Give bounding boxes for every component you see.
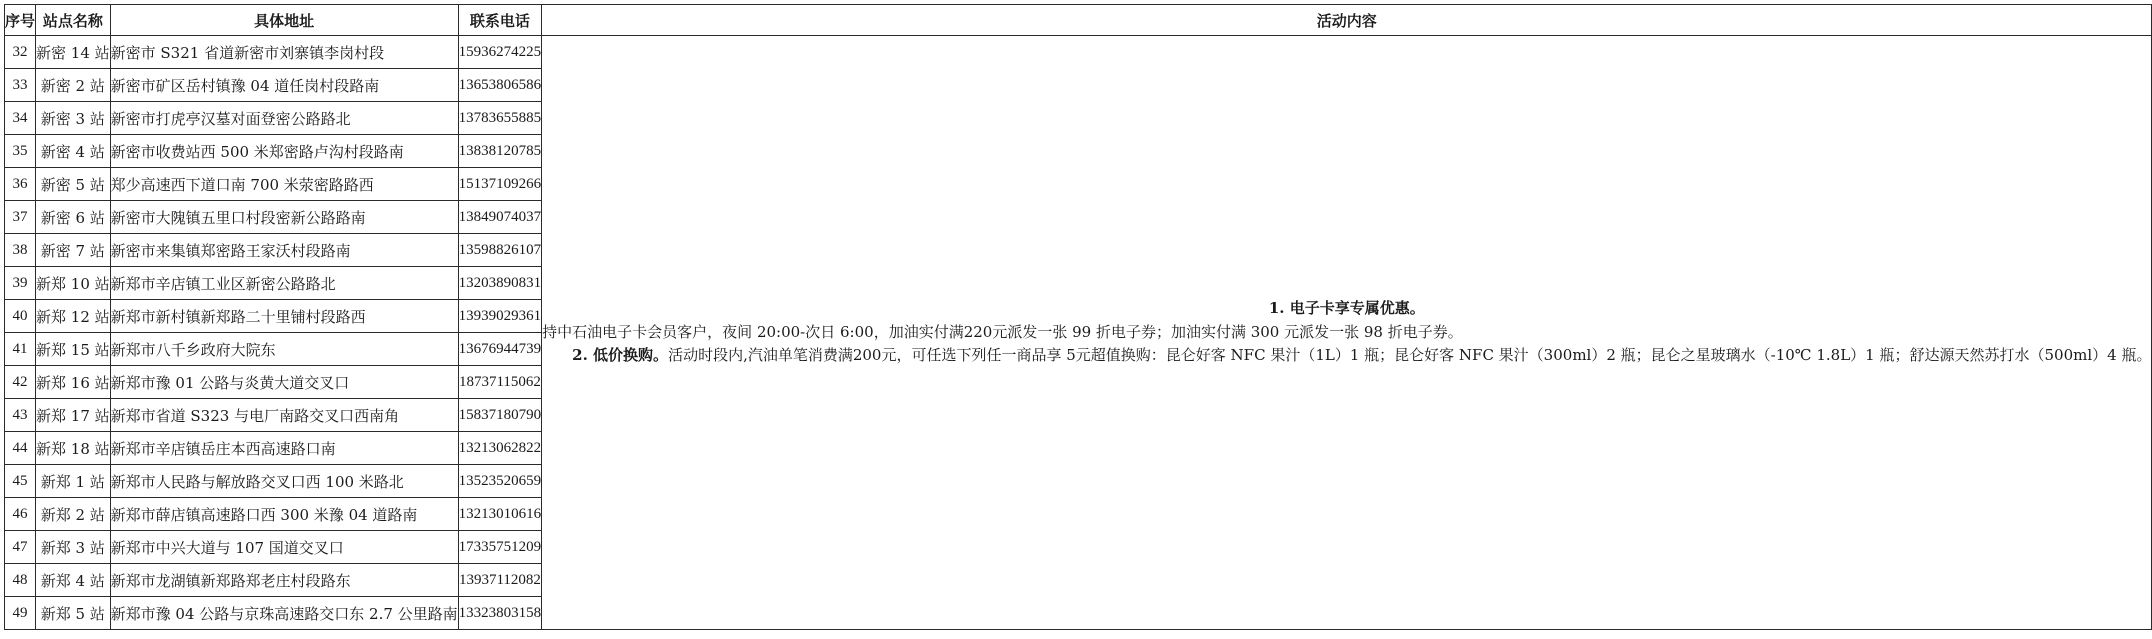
header-station-name: 站点名称	[36, 5, 111, 36]
activity-item-2	[542, 344, 2151, 368]
row-number: 44	[5, 432, 36, 465]
station-phone: 13838120785	[458, 135, 542, 168]
station-name: 新郑 4 站	[36, 564, 111, 597]
station-phone: 17335751209	[458, 531, 542, 564]
station-address: 新密市打虎亭汉墓对面登密公路路北	[110, 102, 458, 135]
station-phone: 15837180790	[458, 399, 542, 432]
station-address: 新郑市新村镇新郑路二十里铺村段路西	[110, 300, 458, 333]
station-name: 新密 2 站	[36, 69, 111, 102]
station-name: 新密 4 站	[36, 135, 111, 168]
station-name: 新郑 1 站	[36, 465, 111, 498]
station-phone: 13939029361	[458, 300, 542, 333]
row-number: 49	[5, 597, 36, 630]
row-number: 36	[5, 168, 36, 201]
row-number: 42	[5, 366, 36, 399]
station-address: 新郑市豫 01 公路与炎黄大道交叉口	[110, 366, 458, 399]
activity-item-2-title: 2. 低价换购。	[572, 346, 669, 365]
activity-content	[542, 36, 2152, 630]
station-address: 新密市 S321 省道新密市刘寨镇李岗村段	[110, 36, 458, 69]
station-address: 新郑市龙湖镇新郑路郑老庄村段路东	[110, 564, 458, 597]
station-phone: 13653806586	[458, 69, 542, 102]
table-header-row	[5, 5, 2152, 36]
row-number: 47	[5, 531, 36, 564]
header-phone: 联系电话	[458, 5, 542, 36]
station-name: 新郑 12 站	[36, 300, 111, 333]
activity-item-1-title: 1. 电子卡享专属优惠。	[1268, 299, 1425, 318]
station-name: 新密 3 站	[36, 102, 111, 135]
station-table	[4, 4, 2152, 630]
table-body	[5, 36, 2152, 630]
activity-item-1-text: 持中石油电子卡会员客户，夜间 20:00-次日 6:00，加油实付满220元派发一张 99 折电子券；加油实付满 300 元派发一张 98 折电子券。	[542, 322, 1463, 341]
row-number: 48	[5, 564, 36, 597]
station-address: 新郑市人民路与解放路交叉口西 100 米路北	[110, 465, 458, 498]
station-address: 新密市矿区岳村镇豫 04 道任岗村段路南	[110, 69, 458, 102]
row-number: 39	[5, 267, 36, 300]
station-name: 新郑 18 站	[36, 432, 111, 465]
station-name: 新密 14 站	[36, 36, 111, 69]
station-name: 新郑 2 站	[36, 498, 111, 531]
station-name: 新郑 16 站	[36, 366, 111, 399]
station-address: 新密市收费站西 500 米郑密路卢沟村段路南	[110, 135, 458, 168]
station-name: 新密 5 站	[36, 168, 111, 201]
station-address: 新郑市辛店镇岳庄本西高速路口南	[110, 432, 458, 465]
station-phone: 13937112082	[458, 564, 542, 597]
row-number: 35	[5, 135, 36, 168]
station-phone: 13598826107	[458, 234, 542, 267]
row-number: 45	[5, 465, 36, 498]
station-name: 新密 7 站	[36, 234, 111, 267]
activity-item-2-text: 活动时段内,汽油单笔消费满200元，可任选下列任一商品享 5元超值换购：昆仑好客 NFC 果汁（1L）1 瓶；昆仑好客 NFC 果汁（300ml）2 瓶；昆仑之星玻璃水（-10℃ 1.8L）1 瓶；舒达源天然苏打水（500ml）4 瓶。	[668, 346, 2152, 365]
station-phone: 13213010616	[458, 498, 542, 531]
activity-item-1	[542, 297, 2151, 321]
row-number: 41	[5, 333, 36, 366]
station-name: 新郑 15 站	[36, 333, 111, 366]
station-address: 新密市来集镇郑密路王家沃村段路南	[110, 234, 458, 267]
station-phone: 13783655885	[458, 102, 542, 135]
station-address: 郑少高速西下道口南 700 米荥密路路西	[110, 168, 458, 201]
station-phone: 13523520659	[458, 465, 542, 498]
station-name: 新郑 17 站	[36, 399, 111, 432]
station-address: 新郑市豫 04 公路与京珠高速路交口东 2.7 公里路南	[110, 597, 458, 630]
station-address: 新郑市省道 S323 与电厂南路交叉口西南角	[110, 399, 458, 432]
station-name: 新郑 10 站	[36, 267, 111, 300]
station-phone: 13203890831	[458, 267, 542, 300]
station-phone: 13676944739	[458, 333, 542, 366]
station-phone: 13323803158	[458, 597, 542, 630]
header-no: 序号	[5, 5, 36, 36]
station-phone: 15137109266	[458, 168, 542, 201]
station-address: 新郑市薛店镇高速路口西 300 米豫 04 道路南	[110, 498, 458, 531]
table-row	[5, 36, 2152, 69]
row-number: 37	[5, 201, 36, 234]
row-number: 33	[5, 69, 36, 102]
row-number: 40	[5, 300, 36, 333]
station-address: 新郑市中兴大道与 107 国道交叉口	[110, 531, 458, 564]
row-number: 38	[5, 234, 36, 267]
activity-item-1-text-wrap	[542, 321, 2151, 345]
station-name: 新密 6 站	[36, 201, 111, 234]
station-table-sheet	[4, 4, 2152, 630]
station-address: 新密市大隗镇五里口村段密新公路路南	[110, 201, 458, 234]
station-name: 新郑 3 站	[36, 531, 111, 564]
station-address: 新郑市辛店镇工业区新密公路路北	[110, 267, 458, 300]
station-address: 新郑市八千乡政府大院东	[110, 333, 458, 366]
row-number: 32	[5, 36, 36, 69]
header-address: 具体地址	[110, 5, 458, 36]
station-phone: 18737115062	[458, 366, 542, 399]
station-name: 新郑 5 站	[36, 597, 111, 630]
row-number: 43	[5, 399, 36, 432]
row-number: 46	[5, 498, 36, 531]
station-phone: 15936274225	[458, 36, 542, 69]
row-number: 34	[5, 102, 36, 135]
header-activity: 活动内容	[542, 5, 2152, 36]
station-phone: 13213062822	[458, 432, 542, 465]
station-phone: 13849074037	[458, 201, 542, 234]
